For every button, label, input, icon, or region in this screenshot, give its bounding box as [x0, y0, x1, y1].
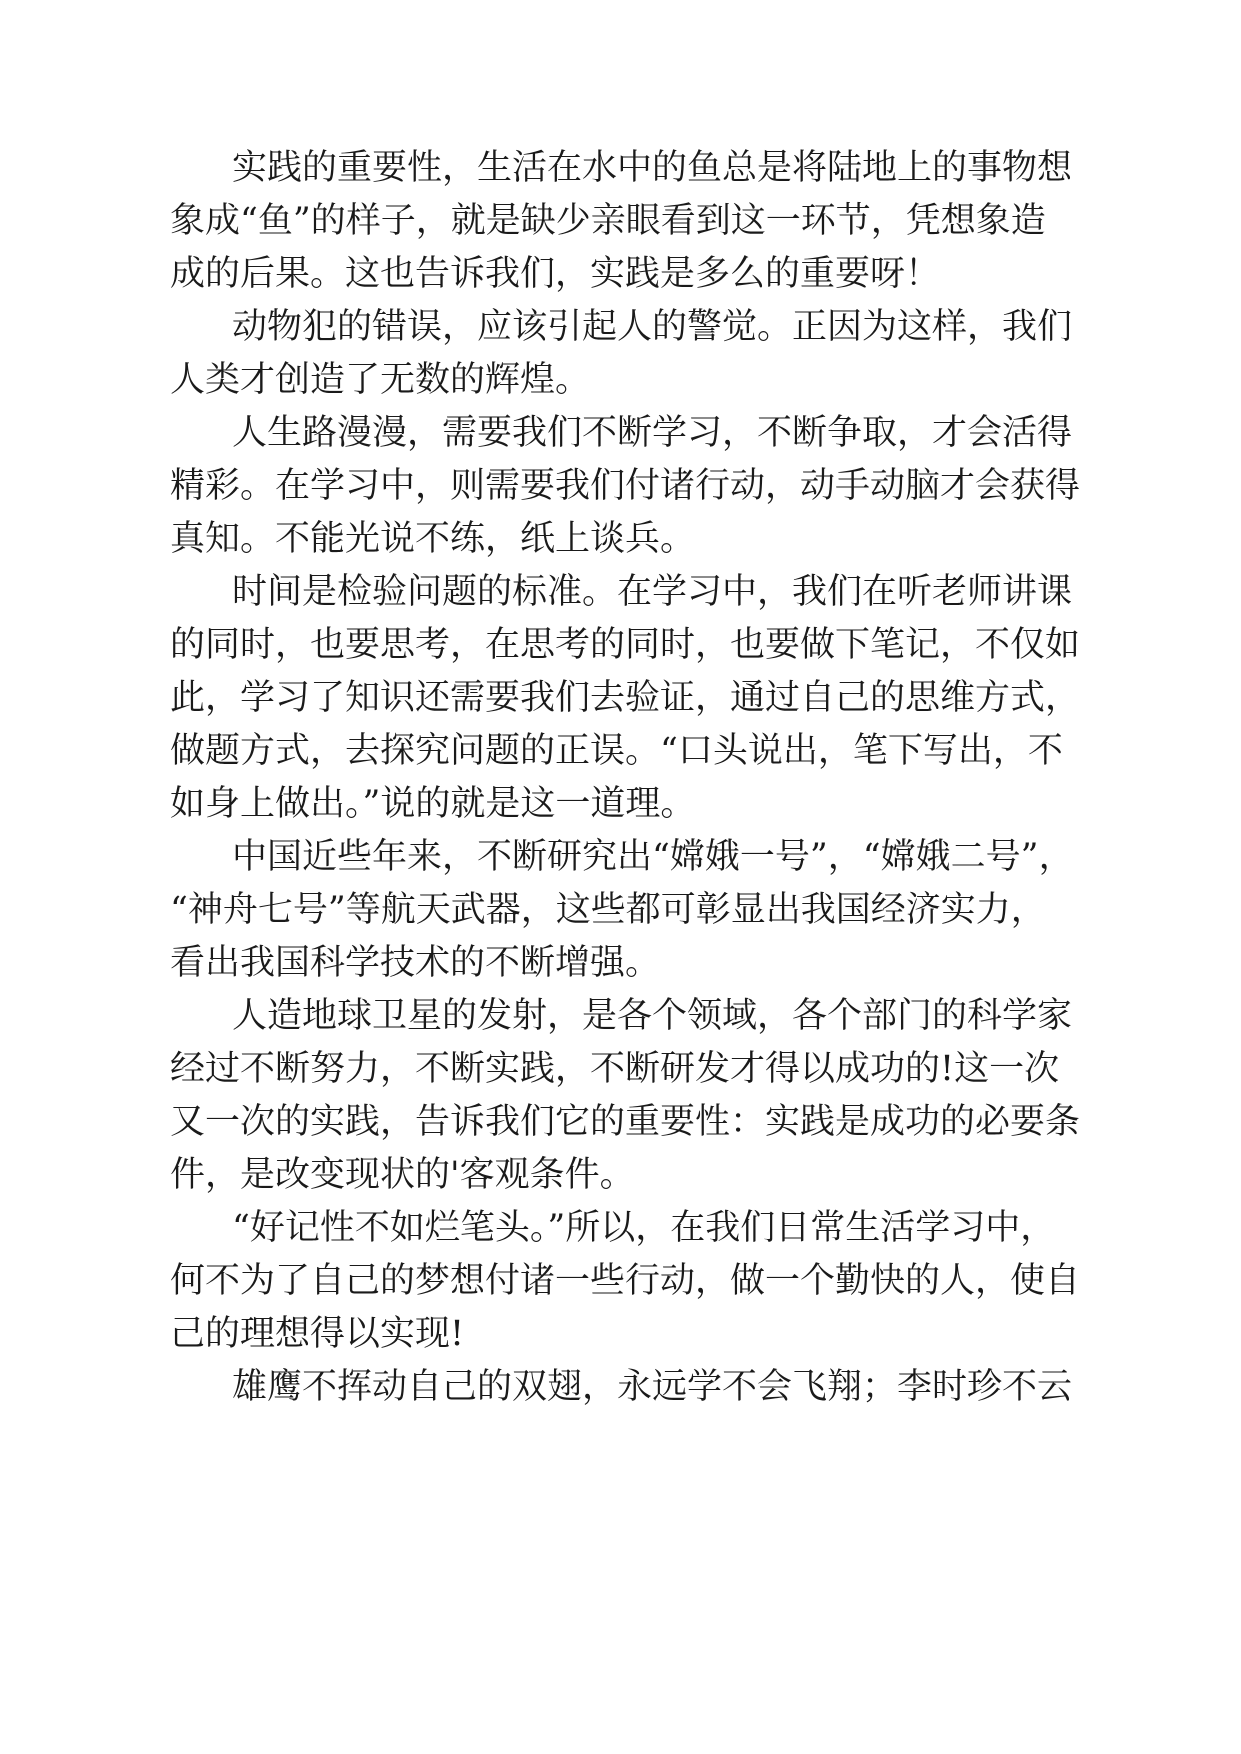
text-line: 做题方式，去探究问题的正误。“口头说出，笔下写出，不	[170, 731, 1063, 771]
text-line: 象成“鱼”的样子，就是缺少亲眼看到这一环节，凭想象造	[170, 201, 1046, 241]
text-line: 人生路漫漫，需要我们不断学习，不断争取，才会活得	[232, 413, 1073, 453]
text-line: 如身上做出。”说的就是这一道理。	[170, 784, 696, 824]
text-line: 何不为了自己的梦想付诸一些行动，做一个勤快的人，使自	[170, 1261, 1081, 1301]
text-line: 雄鹰不挥动自己的双翅，永远学不会飞翔；李时珍不云	[232, 1367, 1073, 1407]
text-line: 真知。不能光说不练，纸上谈兵。	[170, 519, 696, 559]
text-line: 实践的重要性，生活在水中的鱼总是将陆地上的事物想	[232, 148, 1073, 188]
text-line: 动物犯的错误，应该引起人的警觉。正因为这样，我们	[232, 307, 1073, 347]
text-line: 己的理想得以实现!	[170, 1314, 465, 1354]
text-line: 中国近些年来，不断研究出“嫦娥一号”，“嫦娥二号”，	[232, 837, 1074, 877]
text-line: 又一次的实践，告诉我们它的重要性：实践是成功的必要条	[170, 1102, 1081, 1142]
text-line: “神舟七号”等航天武器，这些都可彰显出我国经济实力，	[170, 890, 1046, 930]
text-line: 看出我国科学技术的不断增强。	[170, 943, 661, 983]
text-line: “好记性不如烂笔头。”所以，在我们日常生活学习中，	[232, 1208, 1056, 1248]
text-line: 人类才创造了无数的辉煌。	[170, 360, 591, 400]
text-line: 件，是改变现状的'客观条件。	[170, 1155, 635, 1195]
text-line: 时间是检验问题的标准。在学习中，我们在听老师讲课	[232, 572, 1073, 612]
text-line: 成的后果。这也告诉我们，实践是多么的重要呀！	[170, 254, 941, 294]
text-line: 的同时，也要思考，在思考的同时，也要做下笔记，不仅如	[170, 625, 1081, 665]
text-line: 经过不断努力，不断实践，不断研发才得以成功的!这一次	[170, 1049, 1060, 1089]
text-line: 此，学习了知识还需要我们去验证，通过自己的思维方式，	[170, 678, 1081, 718]
text-line: 人造地球卫星的发射，是各个领域，各个部门的科学家	[232, 996, 1073, 1036]
text-line: 精彩。在学习中，则需要我们付诸行动，动手动脑才会获得	[170, 466, 1081, 506]
